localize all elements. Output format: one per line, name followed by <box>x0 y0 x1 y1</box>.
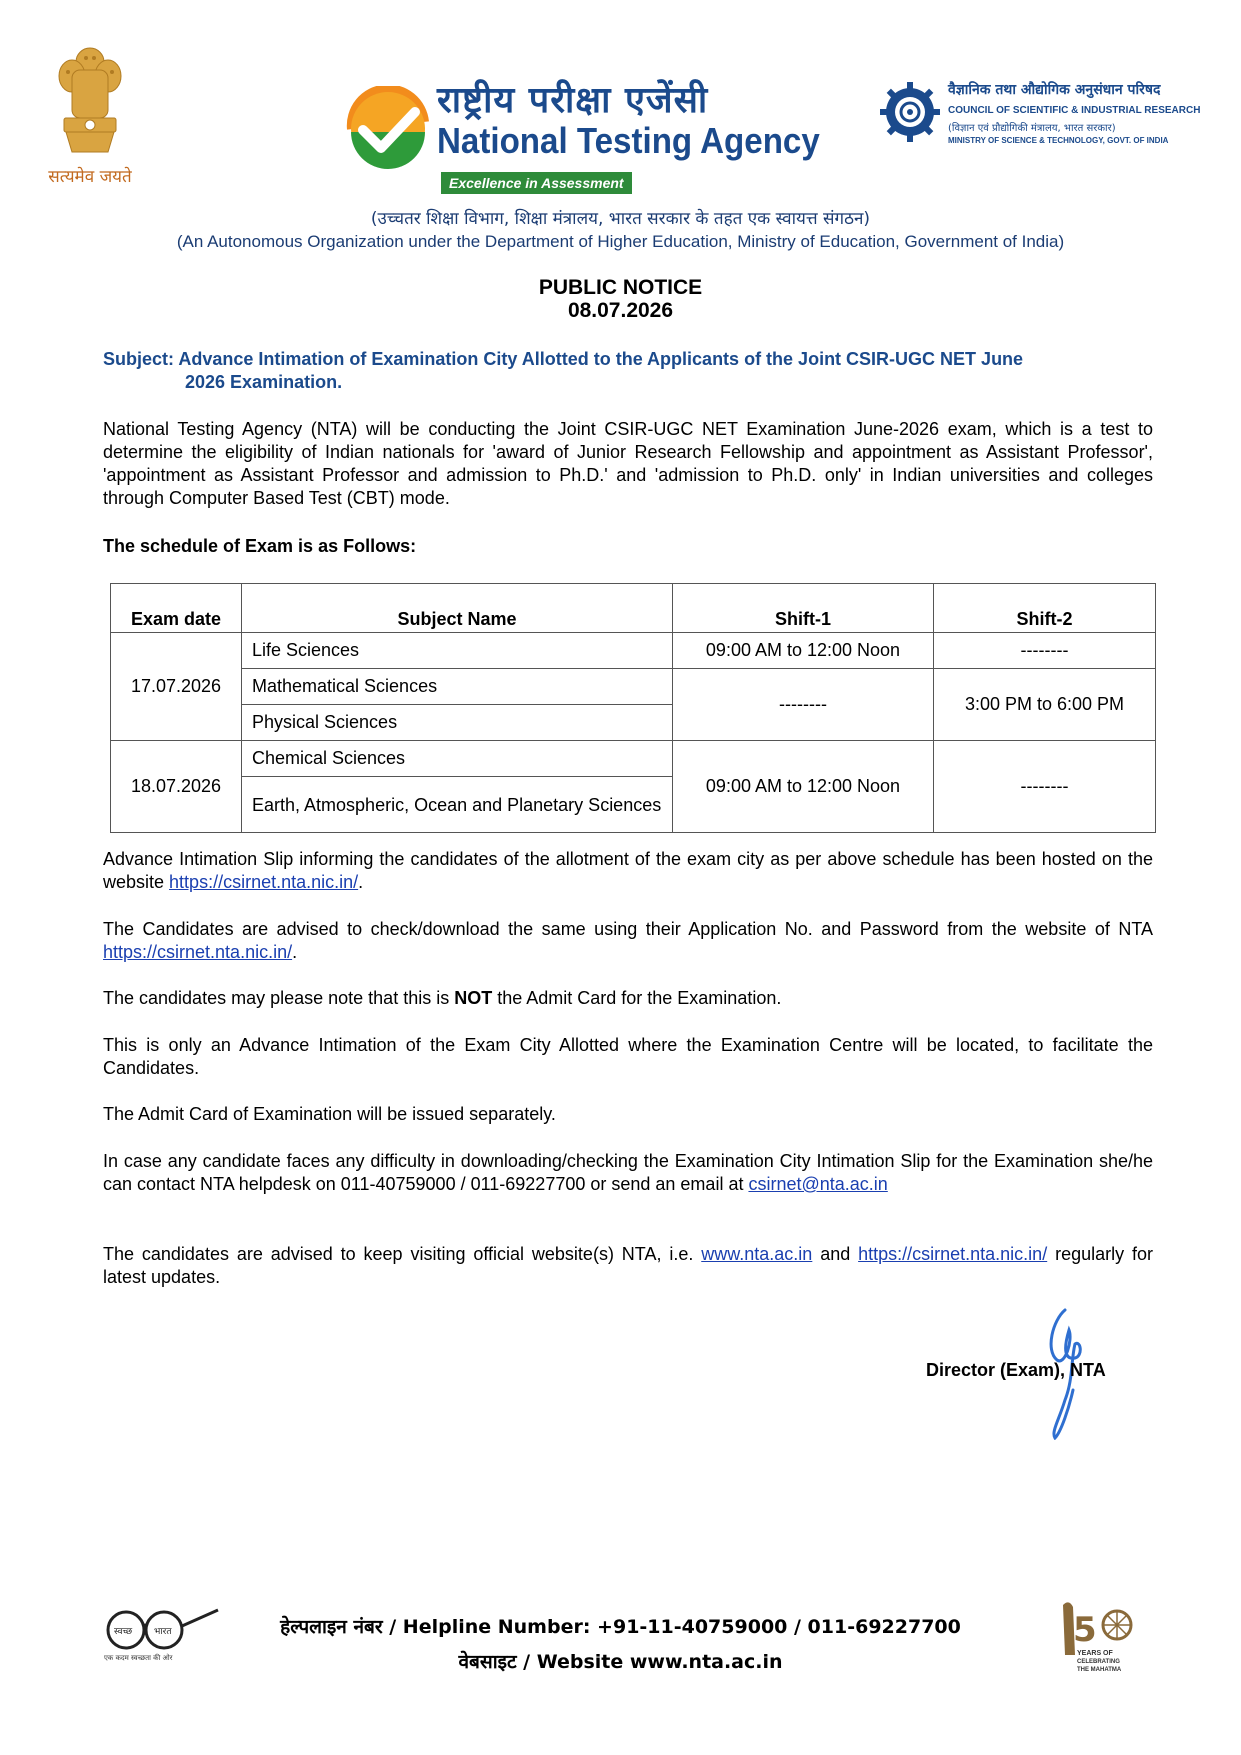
org-description-hindi: (उच्चतर शिक्षा विभाग, शिक्षा मंत्रालय, भारत सरकार के तहत एक स्वायत्त संगठन) <box>370 209 871 229</box>
csir-logo <box>878 80 1208 150</box>
gandhi-years-text: YEARS OF <box>1077 1650 1113 1657</box>
nta-hindi-name: राष्ट्रीय परीक्षा एजेंसी <box>437 80 709 121</box>
table-header-row <box>111 584 1156 633</box>
svg-text:5: 5 <box>1073 1610 1097 1650</box>
swachh-caption: एक कदम स्वच्छता की ओर <box>104 1654 173 1662</box>
csir-gear-icon <box>878 80 942 144</box>
shift-1-cell: 09:00 AM to 12:00 Noon <box>673 633 934 669</box>
national-emblem <box>40 40 140 200</box>
paragraph-advance-intimation: This is only an Advance Intimation of the Exam City Allotted where the Examination Centre will be located, to facilitate the Candidates. <box>103 1035 1153 1078</box>
csir-ministry-hindi: (विज्ञान एवं प्रौद्योगिकी मंत्रालय, भारत सरकार) <box>948 123 1116 134</box>
table-row <box>111 633 1156 669</box>
nta-logo <box>345 68 865 198</box>
csir-ministry-english: MINISTRY OF SCIENCE & TECHNOLOGY, GOVT. OF INDIA <box>948 136 1169 145</box>
notice-title: PUBLIC NOTICE <box>538 276 703 299</box>
paragraph-text: . <box>292 942 298 962</box>
paragraph-text: the Admit Card for the Examination. <box>492 988 782 1008</box>
not-emphasis: NOT <box>454 988 493 1008</box>
csir-english-name: COUNCIL OF SCIENTIFIC & INDUSTRIAL RESEARCH <box>948 105 1201 116</box>
notice-title-block <box>0 276 1241 322</box>
helpdesk-email-link[interactable]: csirnet@nta.ac.in <box>748 1174 888 1194</box>
gandhi-150-years-logo <box>1055 1595 1145 1675</box>
gandhi-celebrating-text: CELEBRATING <box>1077 1659 1120 1665</box>
subject-line-1: Advance Intimation of Examination City Allotted to the Applicants of the Joint CSIR-UGC NET June <box>178 349 1024 369</box>
org-description-english: (An Autonomous Organization under the Department of Higher Education, Ministry of Education, Government of India) <box>176 232 1065 251</box>
paragraph-not-admit-card <box>103 987 1153 1010</box>
paragraph-intimation-slip <box>103 848 1153 894</box>
nta-checkmark-icon <box>345 86 431 172</box>
paragraph-text: The candidates may please note that this is <box>103 988 455 1008</box>
header-subject-name: Subject Name <box>242 584 673 633</box>
paragraph-check-download <box>103 918 1153 964</box>
nta-tagline: Excellence in Assessment <box>441 172 632 194</box>
paragraph-official-websites <box>103 1243 1153 1289</box>
paragraph-text: In case any candidate faces any difficulty in downloading/checking the Examination City Intimation Slip for the Examination she/he can contact NTA helpdesk on 011-40759000 / 011-69227700 or send an email at <box>103 1151 1153 1194</box>
subject-cell: Physical Sciences <box>242 705 673 741</box>
footer-website: वेबसाइट / Website www.nta.ac.in <box>458 1651 783 1673</box>
csir-hindi-name: वैज्ञानिक तथा औद्योगिक अनुसंधान परिषद <box>948 82 1161 98</box>
intro-paragraph: National Testing Agency (NTA) will be conducting the Joint CSIR-UGC NET Examination June-2026 exam, which is a test to determine the eligibility of Indian nationals for 'award of Junior Research Fellowship and appointment as Assistant Professor', 'appointment as Assistant Professor and admission to Ph.D.' and 'admission to Ph.D. only' in Indian universities and colleges through Computer Based Test (CBT) mode. <box>103 419 1153 508</box>
csirnet-website-link[interactable]: https://csirnet.nta.nic.in/ <box>103 942 293 962</box>
paragraph-text: regularly for latest updates. <box>103 1244 1153 1287</box>
exam-date-cell: 17.07.2026 <box>111 633 242 741</box>
paragraph-text: The Candidates are advised to check/download the same using their Application No. and Password from the website of NTA <box>103 919 1153 939</box>
subject-cell: Chemical Sciences <box>242 741 673 777</box>
subject-cell: Mathematical Sciences <box>242 669 673 705</box>
paragraph-helpdesk <box>103 1150 1153 1196</box>
csirnet-website-link[interactable]: https://csirnet.nta.nic.in/ <box>858 1244 1048 1264</box>
exam-schedule-table <box>110 583 1156 833</box>
paragraph-text: Advance Intimation Slip informing the candidates of the allotment of the exam city as per above schedule has been hosted on the website <box>103 849 1153 892</box>
shift-1-cell: 09:00 AM to 12:00 Noon <box>673 741 934 833</box>
subject-line-2: 2026 Examination. <box>185 372 343 392</box>
emblem-motto: सत्यमेव जयते <box>48 167 132 187</box>
notice-subject <box>103 348 1153 394</box>
subject-cell: Life Sciences <box>242 633 673 669</box>
gandhi-mahatma-text: THE MAHATMA <box>1077 1667 1122 1673</box>
swachh-right-text: भारत <box>154 1627 172 1637</box>
table-row <box>111 669 1156 705</box>
schedule-heading: The schedule of Exam is as Follows: <box>103 536 417 556</box>
paragraph-text: and <box>812 1244 859 1264</box>
swachh-left-text: स्वच्छ <box>114 1627 133 1637</box>
paragraph-text: . <box>358 872 364 892</box>
subject-label: Subject: <box>103 349 175 369</box>
header-shift-2: Shift-2 <box>934 584 1156 633</box>
nta-website-link[interactable]: www.nta.ac.in <box>701 1244 813 1264</box>
shift-1-cell: -------- <box>673 669 934 741</box>
header-shift-1: Shift-1 <box>673 584 934 633</box>
shift-2-cell: -------- <box>934 741 1156 833</box>
table-row <box>111 741 1156 777</box>
subject-cell: Earth, Atmospheric, Ocean and Planetary Sciences <box>242 777 673 833</box>
shift-2-cell: -------- <box>934 633 1156 669</box>
nta-english-name: National Testing Agency <box>437 120 820 161</box>
shift-2-cell: 3:00 PM to 6:00 PM <box>934 669 1156 741</box>
notice-date: 08.07.2026 <box>567 299 674 322</box>
paragraph-admit-card-separate: The Admit Card of Examination will be issued separately. <box>103 1104 556 1124</box>
exam-date-cell: 18.07.2026 <box>111 741 242 833</box>
footer-helpline: हेल्पलाइन नंबर / Helpline Number: +91-11-40759000 / 011-69227700 <box>280 1616 961 1638</box>
signatory-title: Director (Exam), NTA <box>926 1360 1106 1380</box>
lion-capital-icon <box>50 40 130 160</box>
paragraph-text: The candidates are advised to keep visiting official website(s) NTA, i.e. <box>103 1244 702 1264</box>
header-exam-date: Exam date <box>111 584 242 633</box>
csirnet-website-link[interactable]: https://csirnet.nta.nic.in/ <box>169 872 359 892</box>
